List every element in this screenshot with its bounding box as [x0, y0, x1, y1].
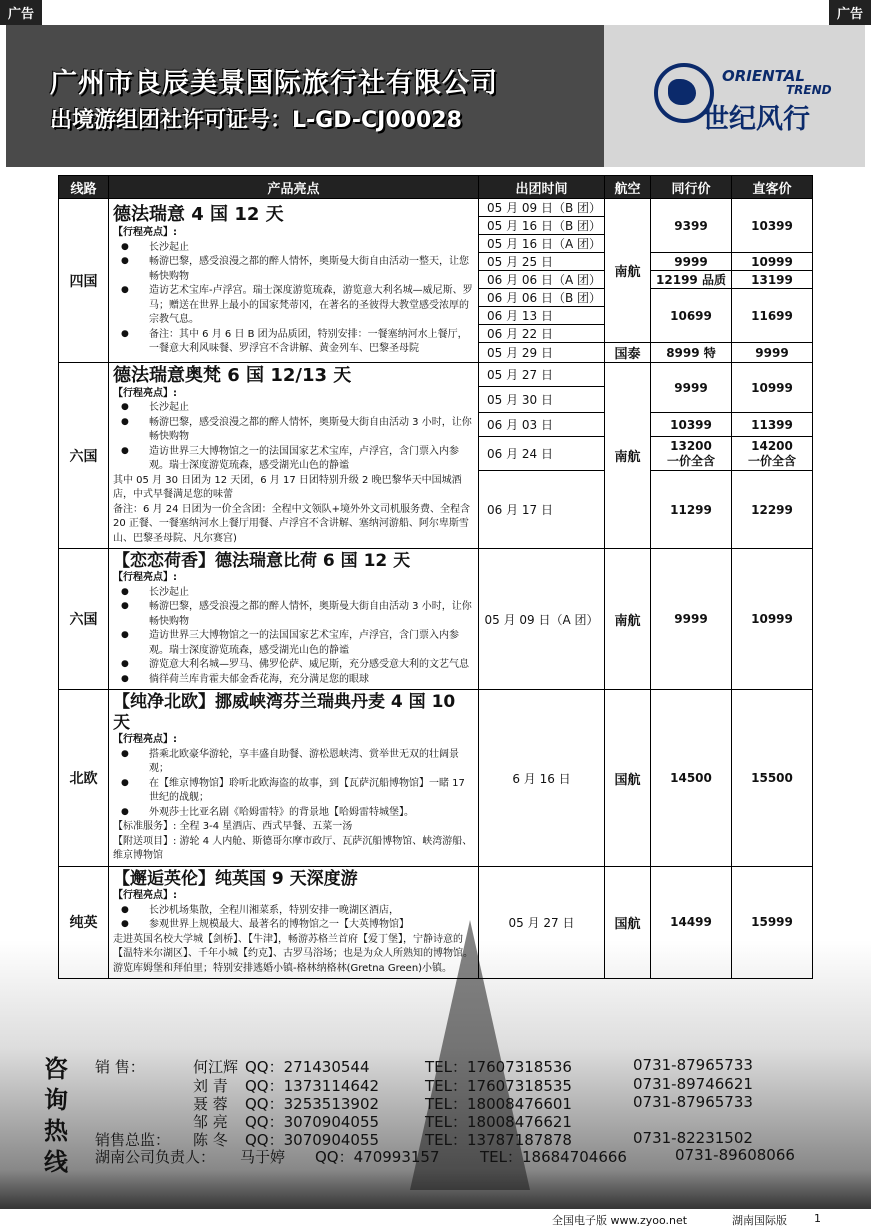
agent-price: 11299: [651, 471, 732, 549]
header-agent-price: 同行价: [651, 176, 732, 199]
airline-cell: 南航: [605, 549, 651, 690]
highlights-cell: [109, 199, 479, 363]
contact-qq: QQ：1373114642: [245, 1077, 380, 1095]
contact-qq: QQ：470993157: [315, 1148, 440, 1166]
tour-note: 【标准服务】: 全程 3-4 星酒店、西式早餐、五菜一汤: [113, 821, 353, 833]
highlights-cell: [109, 363, 479, 549]
footer-edition: 湖南国际版: [732, 1214, 787, 1227]
list-item: ● 畅游巴黎，感受浪漫之都的醉人情怀，奥斯曼大街自由活动 3 小时，让你畅快购物: [149, 600, 474, 629]
airline-cell: 国航: [605, 690, 651, 866]
header-banner: [6, 25, 865, 167]
agent-price: 9999: [651, 549, 732, 690]
header-direct-price: 直客价: [732, 176, 813, 199]
logo-text-cn: 世纪风行: [702, 104, 810, 135]
direct-price: 11699: [732, 289, 813, 343]
header-highlights: 产品亮点: [109, 176, 479, 199]
direct-price: 12299: [732, 471, 813, 549]
date-cell: 05 月 25 日: [479, 253, 605, 271]
list-item: ● 长沙起止: [149, 586, 474, 601]
direct-price: 10999: [732, 253, 813, 271]
tour-title: 德法瑞意 4 国 12 天: [113, 204, 284, 226]
contact-phone: 0731-89608066: [675, 1146, 795, 1164]
tour-note: 备注：6 月 24 日团为一价全含团：全程中文领队+境外外文司机服务费、全程含 20 正餐、一餐塞纳河水上餐厅用餐、卢浮宫不含讲解、塞纳河游船、阿尔卑斯雪山、巴黎圣母院、凡尔赛宫): [113, 503, 471, 544]
agent-price: 12199 品质: [651, 271, 732, 289]
date-cell: 05 月 27 日: [479, 866, 605, 978]
date-cell: 06 月 22 日: [479, 325, 605, 343]
route-cell: 北欧: [59, 690, 109, 866]
direct-price: 13199: [732, 271, 813, 289]
route-cell: 纯英: [59, 866, 109, 978]
airline-cell: 南航: [605, 199, 651, 343]
contact-name: 何江辉: [193, 1058, 239, 1076]
airline-cell: 南航: [605, 363, 651, 549]
direct-price: 15999: [732, 866, 813, 978]
airline-cell: 国航: [605, 866, 651, 978]
list-item: ● 游览意大利名城—罗马、佛罗伦萨、威尼斯，充分感受意大利的文艺气息: [149, 658, 474, 673]
date-cell: 06 月 13 日: [479, 307, 605, 325]
tour-title: 【邂逅英伦】纯英国 9 天深度游: [113, 868, 358, 889]
tour-note: 其中 05 月 30 日团为 12 天团，6 月 17 日团特别升级 2 晚巴黎华天中国城酒店，中式早餐满足您的味蕾: [113, 474, 462, 501]
list-item: ● 长沙机场集散，全程川湘菜系，特别安排一晚湖区酒店，: [149, 904, 474, 919]
agent-price: 8999 特: [651, 343, 732, 363]
page-footer: [0, 1209, 871, 1230]
logo-text-en2: TREND: [786, 83, 832, 97]
list-item: ● 畅游巴黎，感受浪漫之都的醉人情怀，奥斯曼大街自由活动一整天，让您畅快购物: [149, 255, 474, 284]
tour-note: 走进英国名校大学城【剑桥】、【牛津】，畅游苏格兰首府【爱丁堡】，宁静诗意的【温特米尔湖区】、千年小城【约克】、古罗马浴场；也是为众人所熟知的博物馆。游览库姆堡和拜伯里；特别安排逃婚小镇-格林纳格林(Gretna Green)小镇。: [113, 933, 473, 974]
contact-qq: QQ：3070904055: [245, 1131, 380, 1149]
direct-price: 15500: [732, 690, 813, 866]
direct-price: 10399: [732, 199, 813, 253]
company-name: 广州市良辰美景国际旅行社有限公司: [50, 68, 498, 99]
list-item: ● 长沙起止: [149, 401, 474, 416]
header-dates: 出团时间: [479, 176, 605, 199]
table-header-row: [59, 176, 813, 199]
agent-price: 14500: [651, 690, 732, 866]
contact-phone: 0731-87965733: [633, 1093, 753, 1111]
date-cell: 06 月 03 日: [479, 413, 605, 437]
table-row: [59, 199, 813, 217]
route-cell: 六国: [59, 549, 109, 690]
agent-price: 10399: [651, 413, 732, 437]
date-cell: 06 月 06 日（B 团）: [479, 289, 605, 307]
contact-phone: 0731-82231502: [633, 1129, 753, 1147]
date-cell: 05 月 16 日（B 团）: [479, 217, 605, 235]
direct-price: 11399: [732, 413, 813, 437]
table-row: [59, 866, 813, 978]
contact-tel: TEL：13787187878: [425, 1131, 572, 1149]
tour-title: 【纯净北欧】挪威峡湾芬兰瑞典丹麦 4 国 10 天: [113, 692, 456, 733]
contact-role: 湖南公司负责人：: [95, 1148, 216, 1166]
logo-text-en: ORIENTAL: [722, 67, 805, 85]
list-item: ● 备注：其中 6 月 6 日 B 团为品质团，特别安排：一餐塞纳河水上餐厅，一餐意大利风味餐、罗浮宫不含讲解、黄金列车、巴黎圣母院: [149, 328, 474, 357]
highlights-label: 【行程亮点】:: [113, 890, 177, 902]
contact-tel: TEL：18008476621: [425, 1113, 572, 1131]
agent-price: 9999: [651, 363, 732, 413]
list-item: ● 造访艺术宝库-卢浮宫。瑞士深度游览琉森，游览意大利名城—威尼斯、罗马；赠送在世界上最小的国家梵蒂冈，在著名的圣彼得大教堂感受浓厚的宗教气息。: [149, 284, 474, 328]
date-cell: 05 月 30 日: [479, 387, 605, 413]
contact-role: 销 售：: [95, 1058, 145, 1076]
list-item: ● 长沙起止: [149, 241, 474, 256]
contact-role: 销售总监：: [95, 1131, 171, 1149]
agent-price: 9399: [651, 199, 732, 253]
table-row: [59, 363, 813, 387]
hotline-label: 咨询热线: [44, 1055, 68, 1176]
ad-tag-left: 广告: [0, 0, 42, 25]
contact-tel: TEL：18684704666: [480, 1148, 627, 1166]
date-cell: 06 月 17 日: [479, 471, 605, 549]
page-number: 1: [814, 1212, 821, 1225]
table-row: [59, 549, 813, 690]
ad-tag-right: 广告: [829, 0, 871, 25]
route-cell: 四国: [59, 199, 109, 363]
list-item: ● 造访世界三大博物馆之一的法国国家艺术宝库，卢浮宫，含门票入内参观。瑞士深度游览琉森，感受湖光山色的静谧: [149, 445, 474, 474]
tour-title: 德法瑞意奥梵 6 国 12/13 天: [113, 365, 352, 386]
tour-title: 【恋恋荷香】德法瑞意比荷 6 国 12 天: [113, 551, 411, 572]
date-cell: 6 月 16 日: [479, 690, 605, 866]
contact-name: 邹 亮: [193, 1113, 228, 1131]
list-item: ● 搭乘北欧豪华游轮，享丰盛自助餐、游松恩峡湾、赏举世无双的壮阔景观；: [149, 748, 474, 777]
highlights-cell: [109, 690, 479, 866]
contact-tel: TEL：17607318536: [425, 1058, 572, 1076]
direct-price: 10999: [732, 363, 813, 413]
highlights-cell: [109, 549, 479, 690]
header-route: 线路: [59, 176, 109, 199]
list-item: ● 参观世界上规模最大、最著名的博物馆之一【大英博物馆】: [149, 918, 474, 933]
contact-tel: TEL：17607318535: [425, 1077, 572, 1095]
contact-qq: QQ：271430544: [245, 1058, 370, 1076]
agent-price: 14499: [651, 866, 732, 978]
header-airline: 航空: [605, 176, 651, 199]
contact-name: 聂 蓉: [193, 1095, 228, 1113]
agent-price: 9999: [651, 253, 732, 271]
list-item: ● 外观莎士比亚名剧《哈姆雷特》的背景地【哈姆雷特城堡】。: [149, 806, 474, 821]
tour-note: 【附送项目】: 游轮 4 人内舱、斯德哥尔摩市政厅、瓦萨沉船博物馆、峡湾游船、维京博物馆: [113, 835, 473, 862]
airline-cell: 国泰: [605, 343, 651, 363]
date-cell: 05 月 27 日: [479, 363, 605, 387]
agent-price: 13200 一价全含: [651, 437, 732, 471]
highlights-label: 【行程亮点】:: [113, 387, 177, 399]
contact-name: 刘 青: [193, 1077, 228, 1095]
company-logo: [604, 25, 865, 167]
date-cell: 06 月 24 日: [479, 437, 605, 471]
highlights-label: 【行程亮点】:: [113, 734, 177, 746]
direct-price: 10999: [732, 549, 813, 690]
contact-phone: 0731-87965733: [633, 1056, 753, 1074]
list-item: ● 畅游巴黎，感受浪漫之都的醉人情怀，奥斯曼大街自由活动 3 小时，让你畅快购物: [149, 416, 474, 445]
highlights-label: 【行程亮点】:: [113, 227, 177, 239]
contact-qq: QQ：3070904055: [245, 1113, 380, 1131]
contact-phone: 0731-89746621: [633, 1075, 753, 1093]
highlights-label: 【行程亮点】:: [113, 572, 177, 584]
date-cell: 06 月 06 日（A 团）: [479, 271, 605, 289]
route-cell: 六国: [59, 363, 109, 549]
list-item: ● 徜徉荷兰库肯霍夫郁金香花海，充分满足您的眼球: [149, 673, 474, 688]
contact-tel: TEL：18008476601: [425, 1095, 572, 1113]
contact-name: 陈 冬: [193, 1131, 228, 1149]
table-row: [59, 690, 813, 866]
list-item: ● 在【维京博物馆】聆听北欧海盗的故事，到【瓦萨沉船博物馆】一睹 17 世纪的战舰；: [149, 777, 474, 806]
list-item: ● 造访世界三大博物馆之一的法国国家艺术宝库，卢浮宫，含门票入内参观。瑞士深度游览琉森，感受湖光山色的静谧: [149, 629, 474, 658]
date-cell: 05 月 09 日（B 团）: [479, 199, 605, 217]
direct-price: 14200 一价全含: [732, 437, 813, 471]
footer-site: 全国电子版 www.zyoo.net: [552, 1214, 688, 1227]
contact-name: 马于婷: [240, 1148, 286, 1166]
agent-price: 10699: [651, 289, 732, 343]
license-number: 出境游组团社许可证号：L-GD-CJ00028: [50, 108, 462, 133]
date-cell: 05 月 16 日（A 团）: [479, 235, 605, 253]
date-cell: 05 月 09 日（A 团）: [479, 549, 605, 690]
highlights-cell: [109, 866, 479, 978]
tour-table: [58, 175, 813, 979]
contact-qq: QQ：3253513902: [245, 1095, 380, 1113]
direct-price: 9999: [732, 343, 813, 363]
date-cell: 05 月 29 日: [479, 343, 605, 363]
